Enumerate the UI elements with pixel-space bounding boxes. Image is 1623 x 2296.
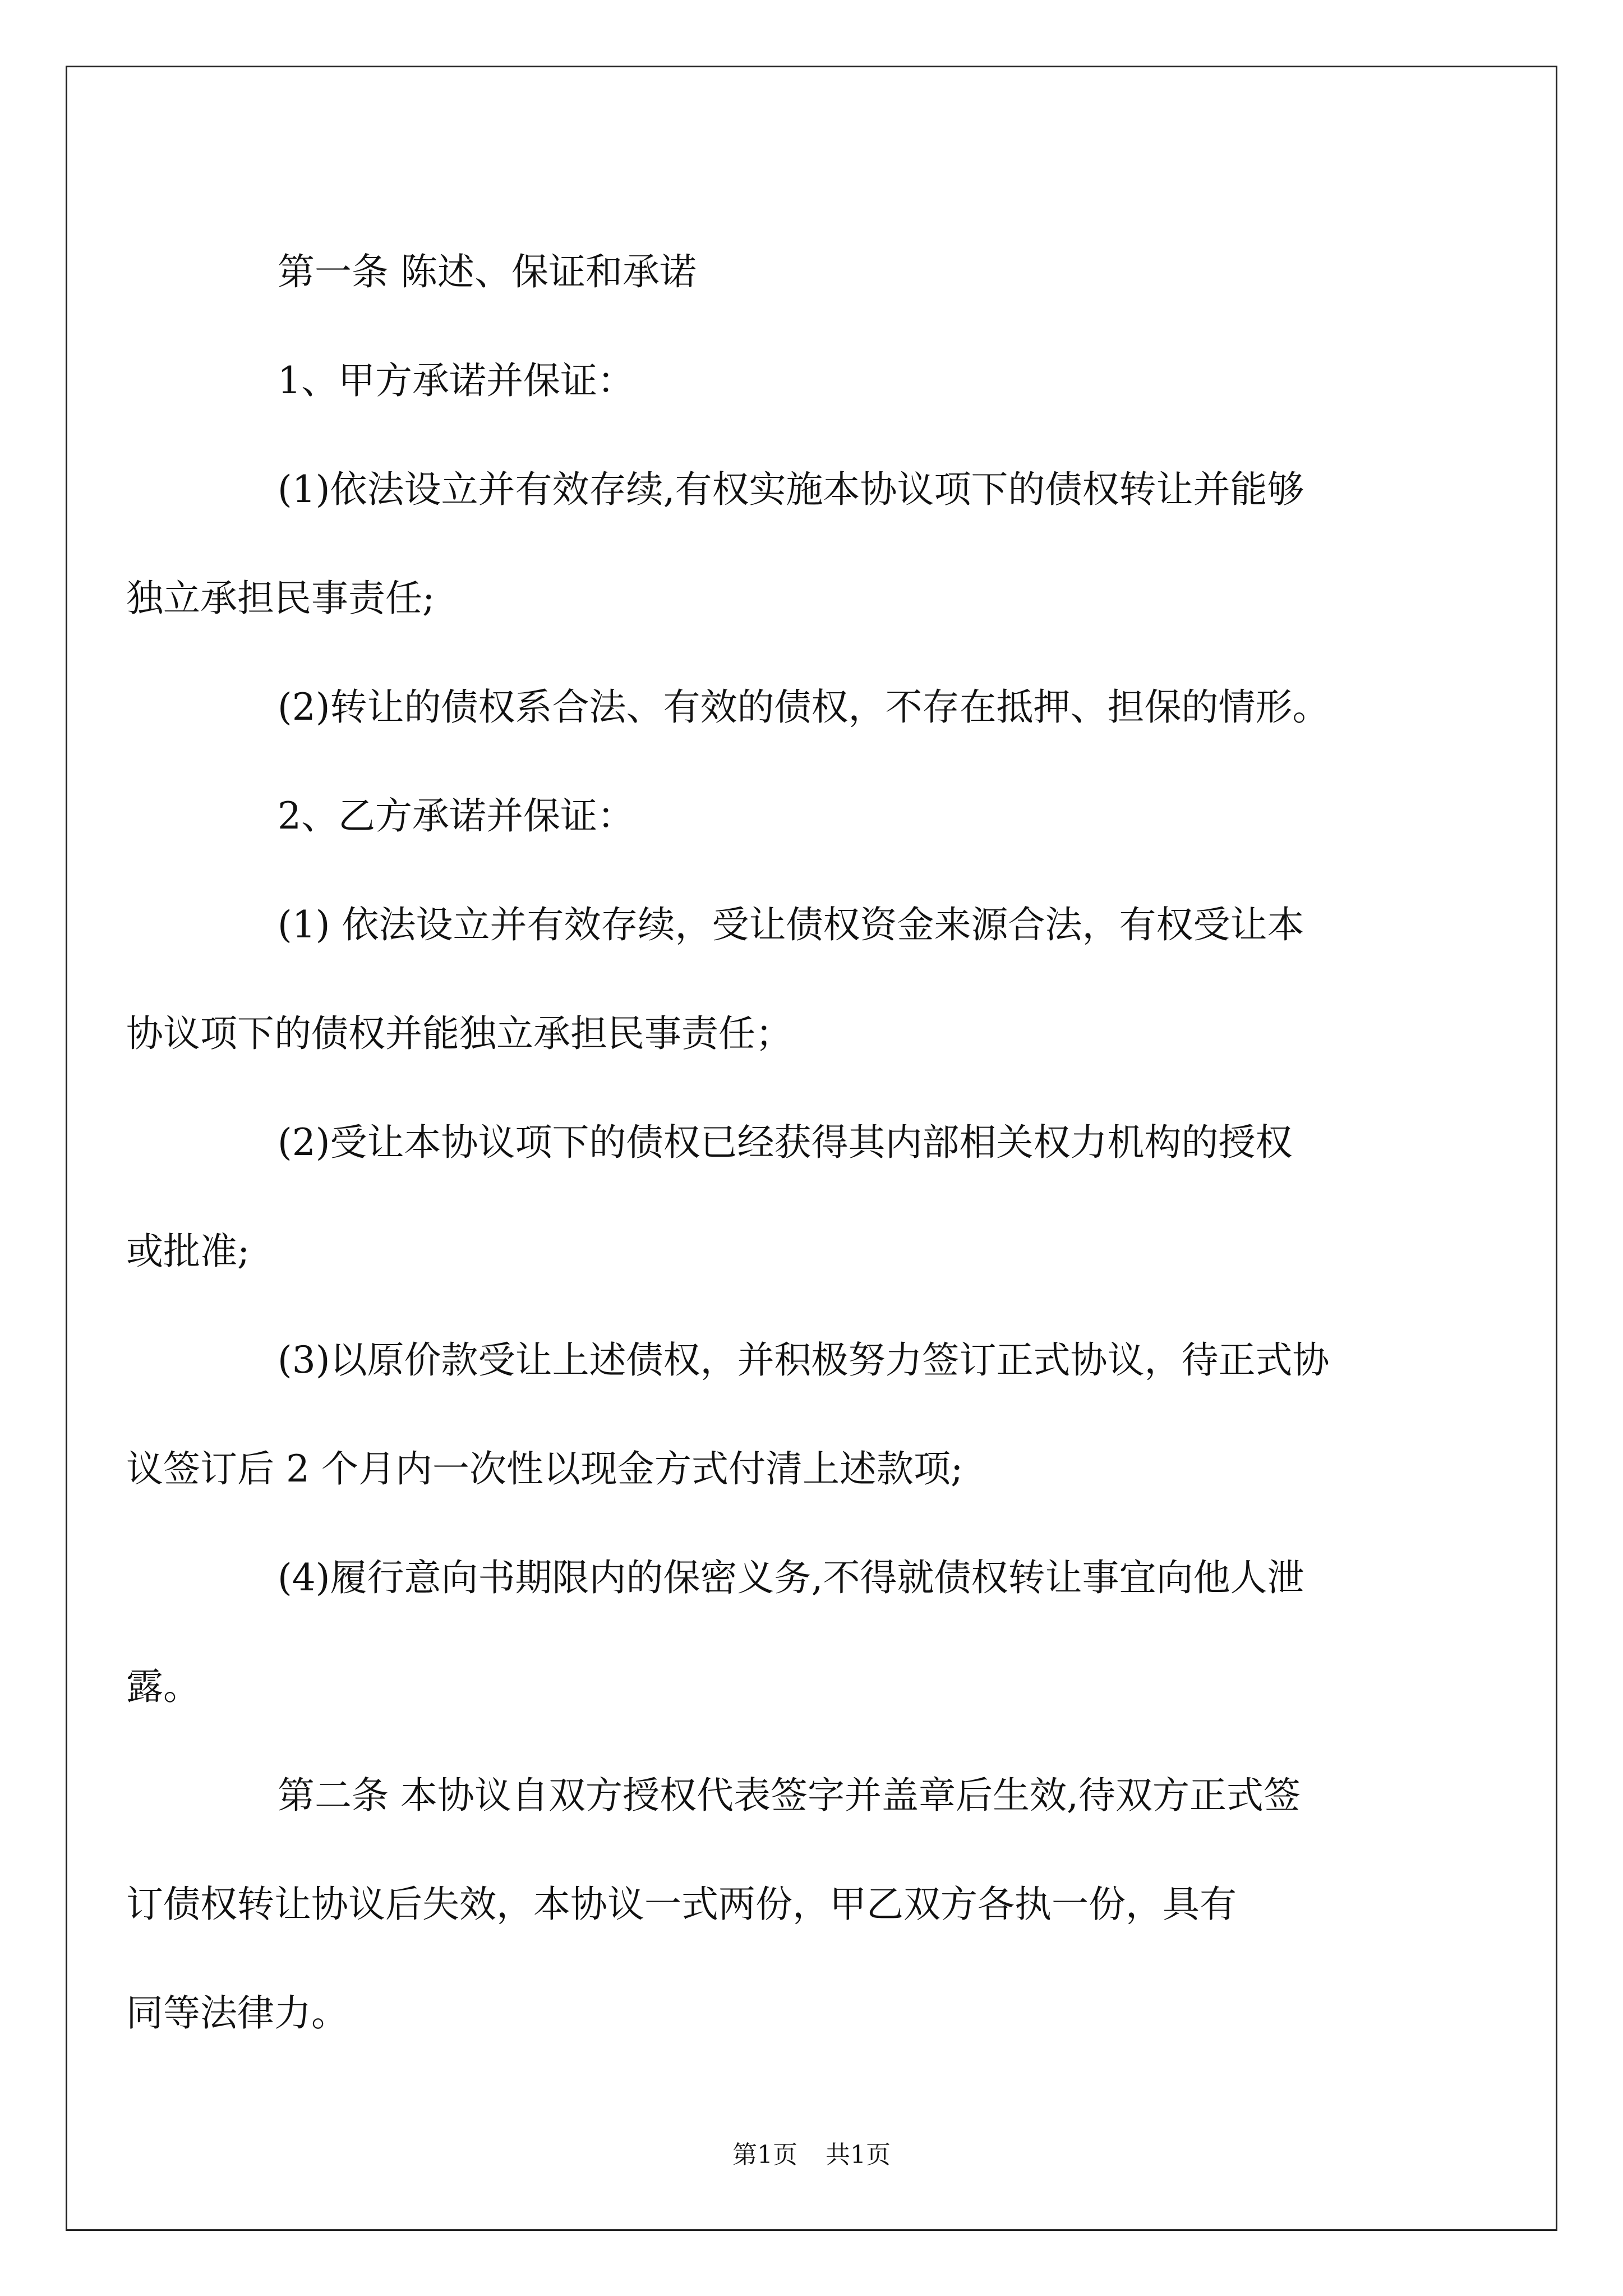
paragraph-article-2: [126, 1741, 1430, 2068]
line: 订债权转让协议后失效，本协议一式两份，甲乙双方各执一份，具有: [126, 1883, 1237, 1926]
line: (1)依法设立并有效存续,有权实施本协议项下的债权转让并能够: [278, 468, 1304, 511]
paragraph-party-a-heading: [202, 326, 1430, 435]
paragraph-article-1-heading: [202, 218, 1430, 326]
paragraph-party-b-item-2: [126, 1088, 1430, 1306]
page-footer: [0, 2134, 1623, 2170]
line: 协议项下的债权并能独立承担民事责任；: [126, 1012, 792, 1055]
line: (2)转让的债权系合法、有效的债权，不存在抵押、担保的情形。: [278, 685, 1330, 729]
line: 或批准;: [126, 1230, 250, 1273]
page-number: 第1页: [732, 2141, 797, 2169]
line: 议签订后 2 个月内一次性以现金方式付清上述款项;: [126, 1447, 963, 1490]
line: 2、乙方承诺并保证：: [278, 794, 634, 838]
line: (4)履行意向书期限内的保密义务,不得就债权转让事宜向他人泄: [278, 1556, 1304, 1599]
line: (2)受让本协议项下的债权已经获得其内部相关权力机构的授权: [278, 1121, 1293, 1164]
line: 独立承担民事责任;: [126, 577, 435, 620]
line: (1) 依法设立并有效存续，受让债权资金来源合法，有权受让本: [278, 903, 1304, 946]
line: 第一条 陈述、保证和承诺: [278, 250, 697, 293]
line: 同等法律力。: [126, 1991, 348, 2035]
paragraph-party-a-item-1: [126, 435, 1430, 653]
line: 1、甲方承诺并保证：: [278, 359, 634, 402]
document-body: [126, 218, 1430, 2068]
paragraph-party-b-heading: [202, 762, 1430, 871]
paragraph-party-b-item-3: [126, 1306, 1430, 1524]
line: 第二条 本协议自双方授权代表签字并盖章后生效,待双方正式签: [278, 1774, 1301, 1817]
paragraph-party-b-item-1: [126, 871, 1430, 1088]
page-total: 共1页: [826, 2141, 891, 2169]
paragraph-party-b-item-4: [126, 1524, 1430, 1741]
line: 露。: [126, 1665, 200, 1708]
paragraph-party-a-item-2: [202, 653, 1430, 762]
line: (3)以原价款受让上述债权，并积极努力签订正式协议，待正式协: [278, 1338, 1330, 1382]
